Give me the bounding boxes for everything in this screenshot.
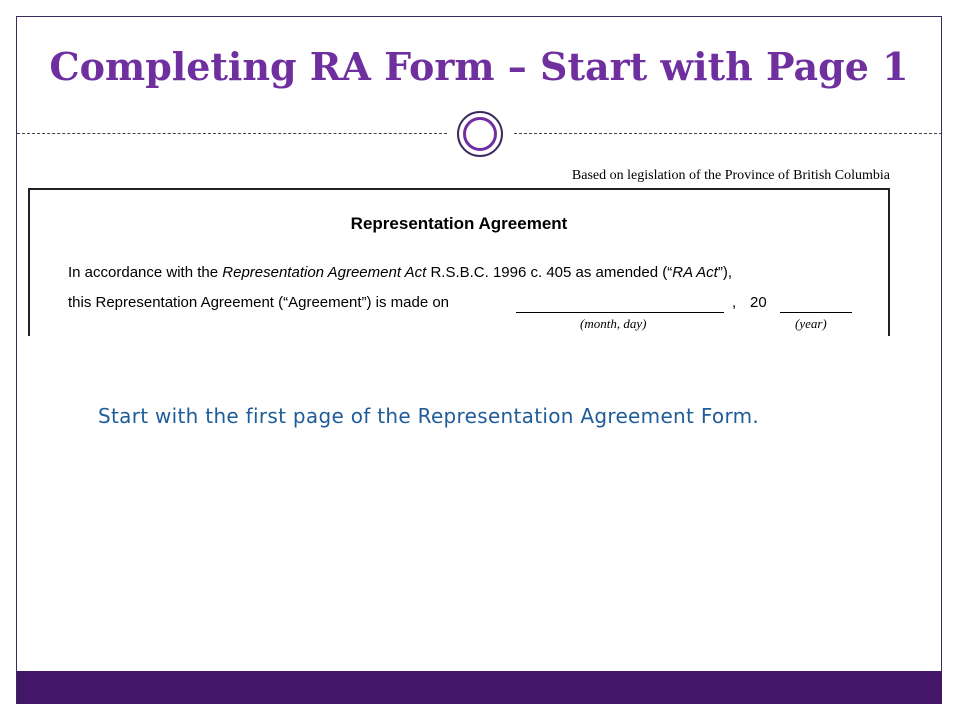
form-heading: Representation Agreement — [350, 214, 568, 233]
form-line1-mid: R.S.B.C. 1996 c. 405 as amended (“ — [426, 264, 673, 281]
form-line-made-on: this Representation Agreement (“Agreement”) is made on — [68, 294, 450, 311]
year-blank-line — [780, 312, 852, 313]
form-line1-prefix: In accordance with the — [68, 264, 223, 281]
hint-year: (year) — [795, 316, 827, 331]
hint-month-day: (month, day) — [580, 316, 647, 331]
form-line1-act: Representation Agreement Act — [222, 264, 427, 281]
title-divider-right — [514, 133, 942, 134]
legislation-note: Based on legislation of the Province of British Columbia — [571, 168, 890, 183]
footer-bar — [17, 671, 942, 704]
form-line1-suffix: ”), — [717, 264, 732, 281]
form-line1-abbr: RA Act — [672, 264, 718, 281]
date-blank-line — [516, 312, 724, 313]
year-prefix: 20 — [750, 294, 767, 311]
form-box — [28, 188, 890, 336]
date-comma: , — [732, 294, 737, 311]
title-circle-ornament — [457, 111, 503, 157]
form-line-accordance — [68, 264, 732, 281]
title-divider-left — [17, 133, 447, 134]
slide-title: Completing RA Form – Start with Page 1 — [49, 44, 909, 89]
body-text: Start with the first page of the Representation Agreement Form. — [98, 404, 760, 428]
form-excerpt-image — [28, 160, 894, 336]
